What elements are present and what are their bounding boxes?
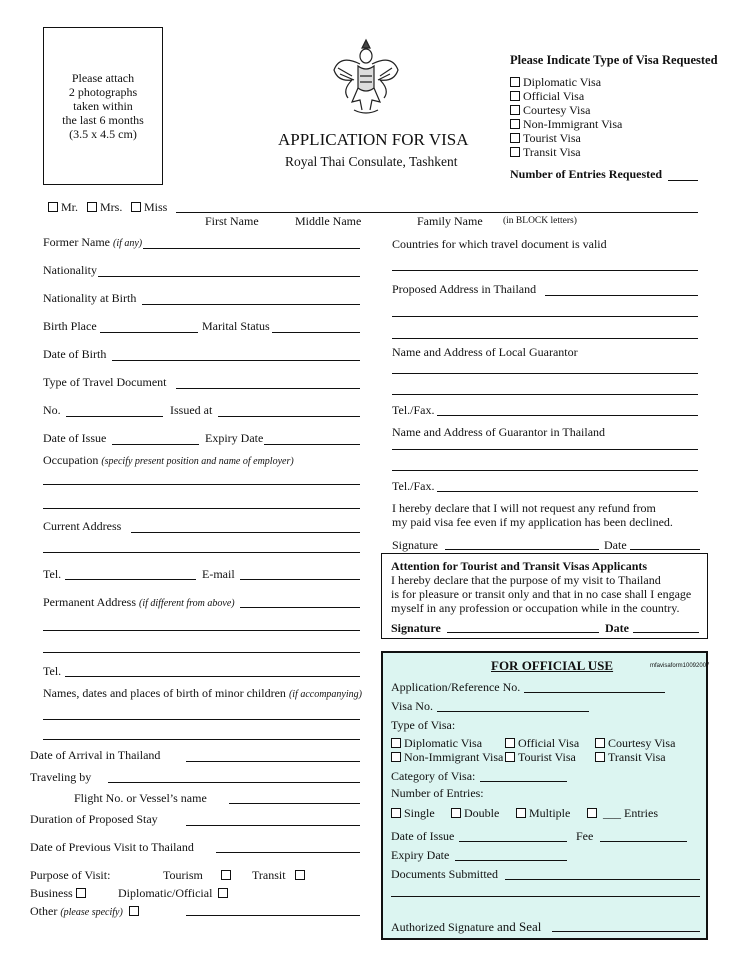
- date-issue-label: Date of Issue: [43, 431, 107, 445]
- signature-date-label: Date: [604, 538, 627, 552]
- photo-instruction-5: (3.5 x 4.5 cm): [69, 127, 137, 141]
- thai-guarantor-label: Name and Address of Guarantor in Thailand: [392, 425, 606, 439]
- telfax2-field[interactable]: [437, 491, 698, 492]
- checkbox[interactable]: [510, 91, 520, 101]
- thai-guarantor-field-1[interactable]: [392, 449, 698, 450]
- thai-guarantor-field-2[interactable]: [392, 470, 698, 471]
- fee-label: Fee: [576, 829, 594, 843]
- full-name-field[interactable]: [176, 212, 698, 213]
- flight-field[interactable]: [229, 803, 360, 804]
- attention-date-label: Date: [605, 621, 629, 635]
- documents-field-2[interactable]: [391, 896, 700, 897]
- local-guarantor-label: Name and Address of Local Guarantor: [392, 345, 578, 359]
- checkbox[interactable]: [48, 202, 58, 212]
- email-label: E-mail: [202, 567, 235, 581]
- form-title: APPLICATION FOR VISA: [278, 130, 469, 149]
- signature-label: Signature: [392, 538, 438, 552]
- expiry-field[interactable]: [264, 444, 360, 445]
- photo-instruction-3: taken within: [73, 99, 133, 113]
- nationality-field[interactable]: [98, 276, 360, 277]
- travel-doc-field[interactable]: [176, 388, 360, 389]
- countries-valid-label: Countries for which travel document is valid: [392, 237, 607, 251]
- visa-option-transit[interactable]: Transit Visa: [510, 145, 581, 160]
- authorized-signature-label: Authorized Signature and Seal: [391, 919, 542, 934]
- checkbox[interactable]: [129, 906, 139, 916]
- issued-at-field[interactable]: [218, 416, 360, 417]
- form-subtitle: Royal Thai Consulate, Tashkent: [285, 154, 458, 169]
- category-label: Category of Visa:: [391, 769, 476, 783]
- occupation-label: Occupation (specify present position and name of employer): [43, 453, 294, 467]
- checkbox[interactable]: [391, 808, 401, 818]
- checkbox[interactable]: [516, 808, 526, 818]
- flight-label: Flight No. or Vessel’s name: [74, 791, 207, 805]
- app-ref-label: Application/Reference No.: [391, 680, 521, 694]
- birth-place-field[interactable]: [100, 332, 198, 333]
- proposed-address-field-3[interactable]: [392, 338, 698, 339]
- category-field[interactable]: [480, 781, 567, 782]
- travel-doc-label: Type of Travel Document: [43, 375, 167, 389]
- checkbox[interactable]: [218, 888, 228, 898]
- attention-heading: Attention for Tourist and Transit Visas Applicants: [391, 559, 648, 573]
- tel-field[interactable]: [65, 579, 196, 580]
- telfax2-label: Tel./Fax.: [392, 479, 435, 493]
- checkbox[interactable]: [131, 202, 141, 212]
- traveling-by-label: Traveling by: [30, 770, 92, 784]
- permanent-address-label: Permanent Address (if different from above): [43, 595, 235, 609]
- entries-multiple[interactable]: Multiple: [516, 806, 570, 821]
- official-tourist[interactable]: Tourist Visa: [505, 750, 576, 765]
- refund-declaration-2: my paid visa fee even if my application has been declined.: [392, 515, 673, 529]
- checkbox[interactable]: [451, 808, 461, 818]
- entries-single[interactable]: Single: [391, 806, 435, 821]
- proposed-address-field-2[interactable]: [392, 316, 698, 317]
- entries-count[interactable]: ___ Entries: [587, 806, 658, 821]
- authorized-signature-field[interactable]: [552, 931, 700, 932]
- official-date-issue-label: Date of Issue: [391, 829, 455, 843]
- countries-valid-field[interactable]: [392, 270, 698, 271]
- official-use-box: [381, 651, 708, 940]
- checkbox[interactable]: [505, 752, 515, 762]
- checkbox[interactable]: [510, 77, 520, 87]
- proposed-address-field-1[interactable]: [545, 295, 698, 296]
- app-ref-field[interactable]: [524, 692, 665, 693]
- tel-label: Tel.: [43, 567, 62, 581]
- visa-option-tourist[interactable]: Tourist Visa: [510, 131, 581, 146]
- entries-double[interactable]: Double: [451, 806, 499, 821]
- traveling-by-field[interactable]: [108, 782, 360, 783]
- signature-field[interactable]: [445, 549, 599, 550]
- expiry-label: Expiry Date: [205, 431, 264, 445]
- issued-at-label: Issued at: [170, 403, 213, 417]
- duration-field[interactable]: [186, 825, 360, 826]
- arrival-field[interactable]: [186, 761, 360, 762]
- minor-children-field-2[interactable]: [43, 739, 360, 740]
- official-heading: FOR OFFICIAL USE: [491, 658, 614, 673]
- purpose-other[interactable]: Other (please specify): [30, 904, 142, 919]
- block-letters-note: (in BLOCK letters): [503, 216, 577, 226]
- documents-field-1[interactable]: [505, 879, 700, 880]
- official-non-immigrant[interactable]: Non-Immigrant Visa: [391, 750, 503, 765]
- attention-box: [381, 553, 708, 639]
- visa-option-official[interactable]: Official Visa: [510, 89, 584, 104]
- purpose-label: Purpose of Visit:: [30, 868, 111, 882]
- duration-label: Duration of Proposed Stay: [30, 812, 158, 826]
- official-courtesy[interactable]: Courtesy Visa: [595, 736, 675, 751]
- permanent-address-field-3[interactable]: [43, 652, 360, 653]
- checkbox[interactable]: [505, 738, 515, 748]
- checkbox[interactable]: [391, 738, 401, 748]
- documents-label: Documents Submitted: [391, 867, 498, 881]
- official-date-issue-field[interactable]: [459, 841, 567, 842]
- type-of-visa-label: Type of Visa:: [391, 718, 456, 732]
- telfax1-label: Tel./Fax.: [392, 403, 435, 417]
- attention-signature-label: Signature: [391, 621, 441, 635]
- middle-name-caption: Middle Name: [295, 214, 362, 228]
- permanent-address-field-1[interactable]: [240, 607, 360, 608]
- attention-signature-field[interactable]: [447, 632, 599, 633]
- checkbox[interactable]: [510, 147, 520, 157]
- visa-type-heading: Please Indicate Type of Visa Requested: [510, 53, 718, 67]
- entries-requested-label: Number of Entries Requested: [510, 167, 663, 181]
- fee-field[interactable]: [600, 841, 687, 842]
- dob-field[interactable]: [112, 360, 360, 361]
- dob-label: Date of Birth: [43, 347, 107, 361]
- minor-children-field-1[interactable]: [43, 719, 360, 720]
- checkbox[interactable]: [595, 752, 605, 762]
- doc-no-label: No.: [43, 403, 61, 417]
- former-name-field[interactable]: [143, 248, 360, 249]
- email-field[interactable]: [240, 579, 360, 580]
- photo-instruction-4: the last 6 months: [62, 113, 144, 127]
- title-miss[interactable]: Miss: [131, 200, 167, 215]
- entries-label: Number of Entries:: [391, 786, 484, 800]
- marital-status-field[interactable]: [272, 332, 360, 333]
- permanent-address-field-2[interactable]: [43, 630, 360, 631]
- photo-instruction-1: Please attach: [71, 71, 135, 85]
- proposed-address-label: Proposed Address in Thailand: [392, 282, 537, 296]
- checkbox[interactable]: [587, 808, 597, 818]
- first-name-caption: First Name: [205, 214, 259, 228]
- checkbox[interactable]: [221, 870, 231, 880]
- checkbox[interactable]: [510, 119, 520, 129]
- visa-no-field[interactable]: [437, 711, 589, 712]
- checkbox[interactable]: [595, 738, 605, 748]
- birth-place-label: Birth Place: [43, 319, 97, 333]
- attention-line-3: myself in any profession or occupation while in the country.: [391, 601, 680, 615]
- checkbox[interactable]: [510, 133, 520, 143]
- family-name-caption: Family Name: [417, 214, 483, 228]
- previous-visit-label: Date of Previous Visit to Thailand: [30, 840, 194, 854]
- attention-date-field[interactable]: [633, 632, 699, 633]
- checkbox[interactable]: [87, 202, 97, 212]
- nationality-label: Nationality: [43, 263, 97, 277]
- title-mr[interactable]: Mr.: [48, 200, 78, 215]
- photo-instruction-2: 2 photographs: [68, 85, 138, 99]
- current-address-field-2[interactable]: [43, 552, 360, 553]
- attention-line-1: I hereby declare that the purpose of my visit to Thailand: [391, 573, 661, 587]
- garuda-emblem-icon: [330, 36, 402, 120]
- photo-box: [43, 27, 163, 185]
- visa-option-diplomatic[interactable]: Diplomatic Visa: [510, 75, 601, 90]
- attention-line-2: is for pleasure or transit only and that in no case shall I engage: [391, 587, 692, 601]
- visa-option-courtesy[interactable]: Courtesy Visa: [510, 103, 590, 118]
- telfax1-field[interactable]: [437, 415, 698, 416]
- official-transit[interactable]: Transit Visa: [595, 750, 666, 765]
- local-guarantor-field-2[interactable]: [392, 394, 698, 395]
- other-purpose-field[interactable]: [186, 915, 360, 916]
- local-guarantor-field-1[interactable]: [392, 373, 698, 374]
- purpose-diplomatic[interactable]: Diplomatic/Official: [118, 886, 231, 901]
- date-issue-field[interactable]: [112, 444, 199, 445]
- official-diplomatic[interactable]: Diplomatic Visa: [391, 736, 482, 751]
- arrival-label: Date of Arrival in Thailand: [30, 748, 161, 762]
- checkbox[interactable]: [295, 870, 305, 880]
- minor-children-label: Names, dates and places of birth of minor children (if accompanying): [43, 686, 362, 700]
- occupation-field-2[interactable]: [43, 508, 360, 509]
- visa-no-label: Visa No.: [391, 699, 433, 713]
- current-address-field-1[interactable]: [131, 532, 360, 533]
- official-official[interactable]: Official Visa: [505, 736, 579, 751]
- doc-no-field[interactable]: [66, 416, 163, 417]
- purpose-tourism[interactable]: Tourism: [163, 868, 234, 883]
- checkbox[interactable]: [391, 752, 401, 762]
- official-form-code: mfavisaform10092007: [650, 663, 710, 669]
- nationality-birth-label: Nationality at Birth: [43, 291, 137, 305]
- tel2-field[interactable]: [65, 676, 360, 677]
- tel2-label: Tel.: [43, 664, 62, 678]
- former-name-label: Former Name (if any): [43, 235, 143, 249]
- official-expiry-field[interactable]: [455, 860, 567, 861]
- entries-requested-field[interactable]: [668, 180, 698, 181]
- visa-option-non-immigrant[interactable]: Non-Immigrant Visa: [510, 117, 622, 132]
- current-address-label: Current Address: [43, 519, 122, 533]
- occupation-field-1[interactable]: [43, 484, 360, 485]
- purpose-business[interactable]: Business: [30, 886, 89, 901]
- checkbox[interactable]: [510, 105, 520, 115]
- purpose-transit[interactable]: Transit: [252, 868, 308, 883]
- marital-status-label: Marital Status: [202, 319, 270, 333]
- previous-visit-field[interactable]: [216, 852, 360, 853]
- official-expiry-label: Expiry Date: [391, 848, 450, 862]
- refund-declaration-1: I hereby declare that I will not request any refund from: [392, 501, 656, 515]
- signature-date-field[interactable]: [630, 549, 700, 550]
- title-mrs[interactable]: Mrs.: [87, 200, 122, 215]
- nationality-birth-field[interactable]: [142, 304, 360, 305]
- checkbox[interactable]: [76, 888, 86, 898]
